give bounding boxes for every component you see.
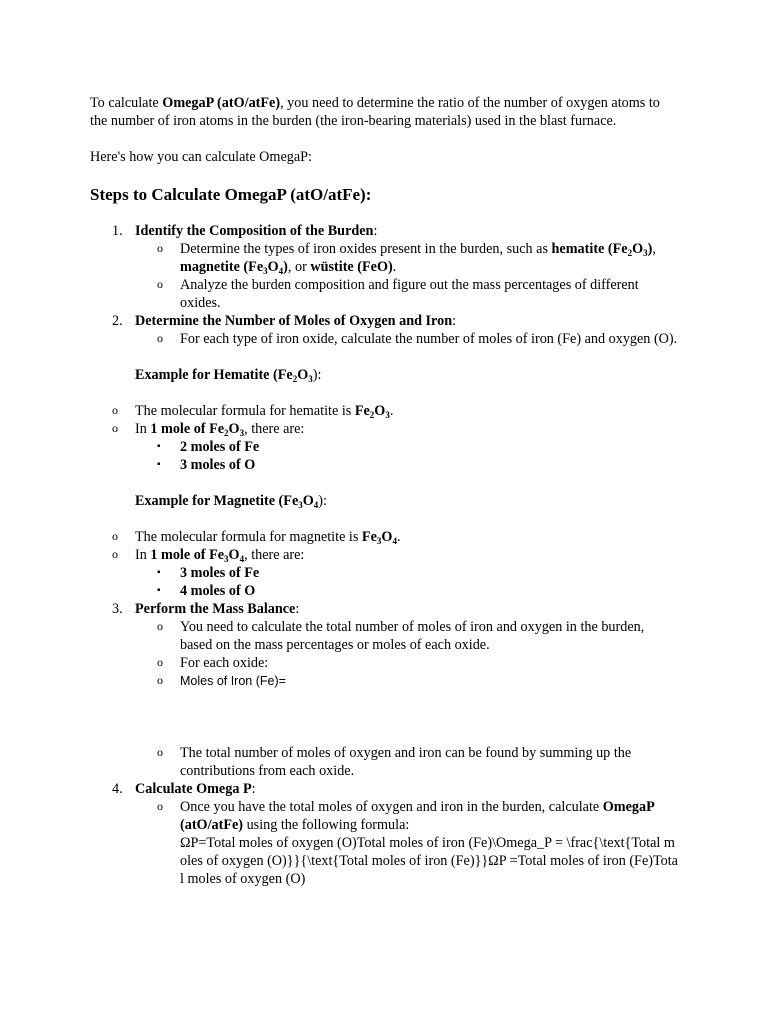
- text: O: [381, 529, 393, 545]
- step-title: Perform the Mass Balance: [135, 601, 296, 617]
- intro-paragraph: [90, 94, 680, 130]
- subscript: 2: [292, 374, 298, 384]
- text: You need to calculate the total number of moles of iron and oxygen in the burden, based on the mass percentages or moles of each oxide.: [180, 619, 645, 653]
- list-item: [135, 330, 680, 348]
- list-item: [135, 618, 680, 654]
- text: ): [647, 241, 653, 257]
- intro-text: To calculate: [90, 95, 163, 111]
- square-bullet-icon: ▪: [157, 585, 161, 596]
- sub-list: [135, 330, 680, 348]
- text: 1 mole of Fe: [150, 547, 225, 563]
- step-2: [90, 312, 680, 600]
- text: ):: [312, 367, 322, 383]
- sub-list: [90, 402, 680, 474]
- circle-bullet-icon: o: [157, 745, 163, 759]
- text: The total number of moles of oxygen and iron can be found by summing up the contributions from each oxide.: [180, 745, 632, 779]
- text: using the following formula:: [243, 817, 410, 833]
- list-item: [135, 582, 680, 600]
- formula-placeholder: [180, 690, 680, 744]
- subscript: 4: [278, 266, 284, 276]
- sub-list: [135, 240, 680, 312]
- text: 3 moles of O: [180, 457, 256, 473]
- circle-bullet-icon: o: [112, 403, 118, 417]
- circle-bullet-icon: o: [112, 547, 118, 561]
- text: Analyze the burden composition and figure out the mass percentages of different oxides.: [180, 277, 639, 311]
- sub-list: [135, 798, 680, 888]
- text: 3 moles of Fe: [180, 565, 260, 581]
- wustite-label: wüstite (FeO): [310, 259, 393, 275]
- step-number: 4.: [112, 781, 123, 797]
- list-item: [90, 420, 680, 474]
- steps-list: [90, 222, 680, 888]
- text: The molecular formula for magnetite is: [135, 529, 362, 545]
- list-item: [135, 438, 680, 456]
- colon: :: [251, 781, 256, 797]
- text: For each type of iron oxide, calculate the number of moles of iron (Fe) and oxygen (O).: [180, 331, 678, 347]
- hematite-label: hematite (Fe: [551, 241, 628, 257]
- sub-list: [90, 528, 680, 600]
- text: , or: [287, 259, 311, 275]
- text: Determine the types of iron oxides present in the burden, such as: [180, 241, 552, 257]
- text: O: [374, 403, 386, 419]
- text: 2 moles of Fe: [180, 439, 260, 455]
- subscript: 3: [298, 500, 303, 510]
- intro-text-rest: , you need to determine the ratio of the number of oxygen atoms to the number of iron atoms in the burden (the iron-bearing materials) used in the blast furnace.: [90, 95, 660, 129]
- text: Once you have the total moles of oxygen and iron in the burden, calculate: [180, 799, 603, 815]
- subscript: 4: [239, 554, 245, 564]
- text: , there are:: [244, 421, 305, 437]
- subscript: 2: [224, 428, 229, 438]
- document-page: [90, 94, 680, 888]
- subscript: 4: [392, 536, 397, 546]
- list-item: [135, 798, 680, 888]
- step-number: 3.: [112, 601, 123, 617]
- circle-bullet-icon: o: [157, 241, 163, 255]
- text: O: [632, 241, 644, 257]
- step-title: Determine the Number of Moles of Oxygen and Iron: [135, 313, 453, 329]
- subscript: 3: [308, 374, 313, 384]
- intro-bold: OmegaP (atO/atFe): [162, 95, 281, 111]
- step-title: Identify the Composition of the Burden: [135, 223, 374, 239]
- circle-bullet-icon: o: [157, 277, 163, 291]
- text: 1 mole of Fe: [150, 421, 225, 437]
- text: ): [283, 259, 288, 275]
- text: .: [389, 403, 394, 419]
- square-bullet-icon: ▪: [157, 441, 161, 452]
- text: 4 moles of O: [180, 583, 256, 599]
- text: Fe: [361, 529, 377, 545]
- colon: :: [295, 601, 300, 617]
- text: O: [228, 547, 240, 563]
- circle-bullet-icon: o: [157, 673, 163, 687]
- subscript: 3: [385, 410, 390, 420]
- text: .: [392, 259, 397, 275]
- text: Fe: [354, 403, 370, 419]
- list-item: [135, 564, 680, 582]
- magnetite-label: magnetite (Fe: [180, 259, 264, 275]
- example-magnetite-heading: [135, 492, 680, 510]
- subscript: 2: [627, 248, 633, 258]
- subscript: 3: [643, 248, 648, 258]
- subscript: 2: [369, 410, 375, 420]
- text: In: [135, 421, 151, 437]
- text: O: [228, 421, 240, 437]
- subscript: 3: [376, 536, 382, 546]
- list-item: [135, 276, 680, 312]
- step-1: [90, 222, 680, 312]
- step-number: 1.: [112, 223, 123, 239]
- text: ,: [652, 241, 656, 257]
- circle-bullet-icon: o: [112, 529, 118, 543]
- text: OmegaP (atO/atFe): [180, 799, 654, 833]
- circle-bullet-icon: o: [157, 619, 163, 633]
- list-item: [135, 456, 680, 474]
- text: Moles of Iron (Fe)=: [180, 674, 286, 688]
- step-number: 2.: [112, 313, 123, 329]
- text: ):: [318, 493, 327, 509]
- colon: :: [452, 313, 457, 329]
- step-title: Calculate Omega P: [135, 781, 252, 797]
- circle-bullet-icon: o: [112, 421, 118, 435]
- steps-heading: Steps to Calculate OmegaP (atO/atFe):: [90, 185, 372, 204]
- subscript: 4: [313, 500, 319, 510]
- step-3: [90, 600, 680, 780]
- list-item: [90, 528, 680, 546]
- square-list: [135, 438, 680, 474]
- list-item: [135, 654, 680, 672]
- text: O: [302, 493, 314, 509]
- list-item: [90, 402, 680, 420]
- example-hematite-heading: [135, 366, 680, 384]
- list-item: [135, 240, 680, 276]
- circle-bullet-icon: o: [157, 655, 163, 669]
- text: Example for Magnetite (Fe: [135, 493, 299, 509]
- text: .: [396, 529, 401, 545]
- circle-bullet-icon: o: [157, 799, 163, 813]
- subscript: 3: [239, 428, 245, 438]
- text: Example for Hematite (Fe: [135, 367, 293, 383]
- formula-text: ΩP=Total moles of oxygen (O)Total moles of iron (Fe)\Omega_P = \frac{\text{Total moles of oxygen (O)}}{\text{Total moles of iron (Fe)}}ΩP =Total moles of iron (Fe)Total moles of oxygen (O): [180, 835, 678, 887]
- colon: :: [373, 223, 378, 239]
- square-bullet-icon: ▪: [157, 459, 161, 470]
- square-bullet-icon: ▪: [157, 567, 161, 578]
- subscript: 3: [263, 266, 268, 276]
- lead-paragraph: Here's how you can calculate OmegaP:: [90, 149, 312, 165]
- step-4: [90, 780, 680, 888]
- text: O: [297, 367, 309, 383]
- list-item: [90, 546, 680, 600]
- text: , there are:: [244, 547, 305, 563]
- list-item: [135, 672, 680, 744]
- text: In: [135, 547, 151, 563]
- circle-bullet-icon: o: [157, 331, 163, 345]
- list-item: [135, 744, 680, 780]
- text: For each oxide:: [180, 655, 269, 671]
- square-list: [135, 564, 680, 600]
- text: The molecular formula for hematite is: [135, 403, 355, 419]
- subscript: 3: [224, 554, 229, 564]
- text: O: [267, 259, 279, 275]
- sub-list: [135, 618, 680, 780]
